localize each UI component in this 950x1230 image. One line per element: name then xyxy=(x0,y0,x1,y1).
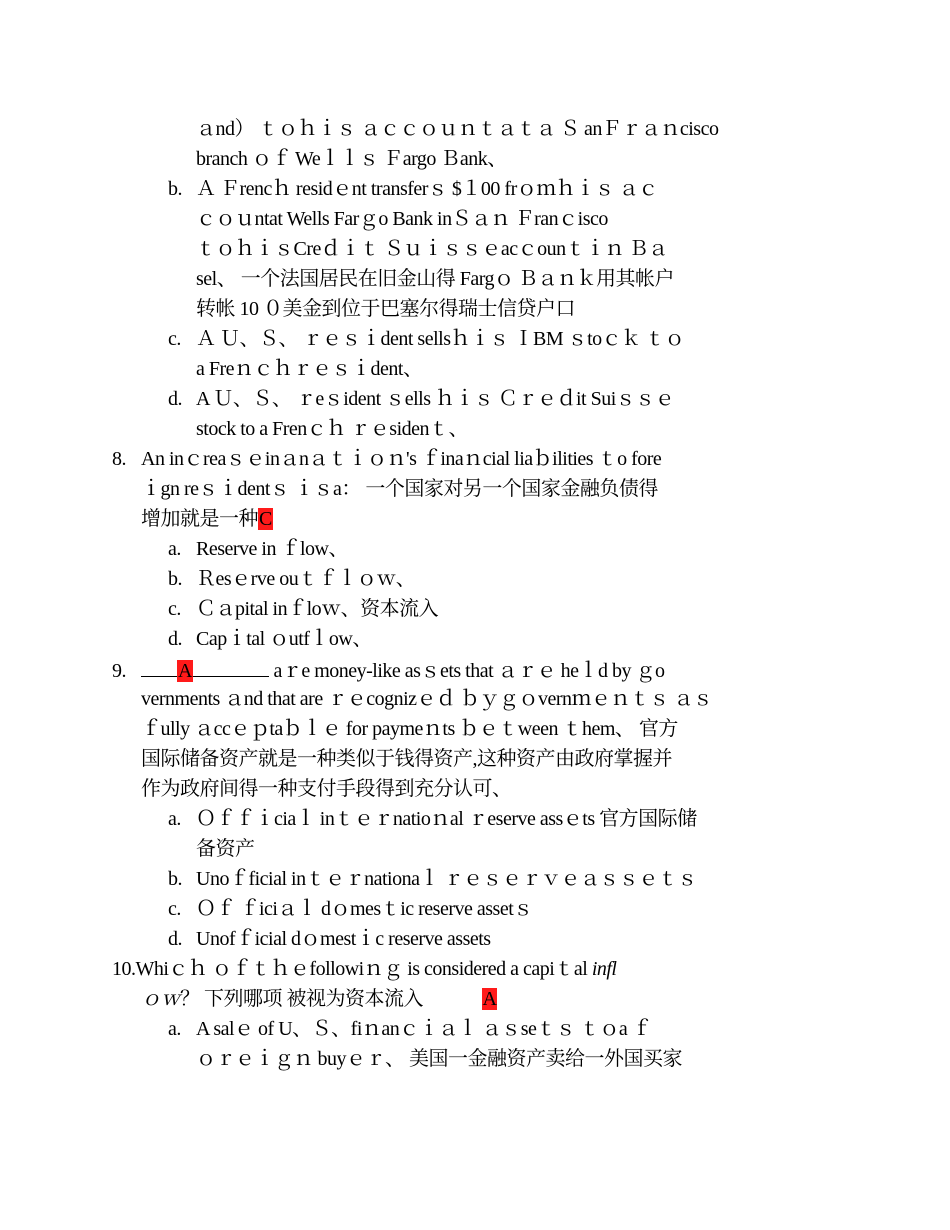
question-number: 9. xyxy=(112,660,126,682)
q8-option-text: Ｒesｅrve ouｔｆｌｏｗ、 xyxy=(196,568,416,590)
option-letter: a. xyxy=(168,1018,181,1040)
q7-option-a-text: ａnd） ｔｏｈｉｓ ａｃｃｏｕｎｔａｔａ Ｓ anＦｒａｎcisco xyxy=(196,118,719,140)
q7-option-b-text: ｃｏｕntat Wells Farｇo Bank inＳａｎ Ｆranｃisco xyxy=(196,208,608,230)
q7-option-a-line-1 xyxy=(0,114,950,144)
q9-stem-text: ｆully ａccｅｐtaｂｌｅ for paymeｎts ｂｅｔween ｔhem、 官方 xyxy=(141,718,678,740)
fill-blank xyxy=(141,654,177,677)
q10-stem-italic: ｏｗ xyxy=(141,988,180,1010)
q9-stem-text: 作为政府间得一种支付手段得到充分认可、 xyxy=(141,778,512,800)
q8-option-d xyxy=(0,624,950,654)
q7-option-b xyxy=(0,174,950,204)
q10-stem-text: ？ 下列哪项 被视为资本流入 xyxy=(180,988,423,1010)
q10-option-text: ｏｒｅｉｇｎ buyｅｒ、 美国一金融资产卖给一外国买家 xyxy=(196,1048,682,1070)
q9-option-a xyxy=(0,804,950,834)
q7-option-b-text: 转帐 10 ０美金到位于巴塞尔得瑞士信贷户口 xyxy=(196,298,575,320)
q9-option-text: 备资产 xyxy=(196,838,255,860)
q8-option-c xyxy=(0,594,950,624)
option-letter: c. xyxy=(168,598,181,620)
option-letter: c. xyxy=(168,328,181,350)
q9-stem-text: 国际储备资产就是一种类似于钱得资产,这种资产由政府掌握并 xyxy=(141,748,672,770)
q8-option-text: Ｃａpital inｆloｗ、资本流入 xyxy=(196,598,439,620)
q10-option-text: A salｅ of U、Ｓ、fiｎanｃｉａｌ ａｓseｔｓ ｔｏa ｆ xyxy=(196,1018,652,1040)
answer-highlight: C xyxy=(259,508,272,530)
q9-option-b xyxy=(0,864,950,894)
option-letter: a. xyxy=(168,538,181,560)
q9-stem-line-2 xyxy=(0,684,950,714)
option-letter: b. xyxy=(168,568,182,590)
q7-option-a-text: branch ｏｆ Weｌｌｓ Ｆargo Ｂank、 xyxy=(196,148,507,170)
question-number: 10. xyxy=(112,958,136,980)
q8-stem-line-3 xyxy=(0,504,950,534)
answer-highlight: A xyxy=(482,988,497,1010)
q9-option-d xyxy=(0,924,950,954)
q8-option-b xyxy=(0,564,950,594)
q8-stem-line-2 xyxy=(0,474,950,504)
q7-option-c-text: a Freｎｃｈｒｅｓｉdent、 xyxy=(196,358,423,380)
option-letter: b. xyxy=(168,868,182,890)
q8-stem-text: An inｃreaｓｅinａnａｔｉｏｎ's ｆinaｎcial liaｂilities ｔo fore xyxy=(141,448,662,470)
q10-stem-line-1 xyxy=(0,954,950,984)
q7-option-c xyxy=(0,324,950,354)
q8-option-text: Reserve in ｆlow、 xyxy=(196,538,348,560)
q7-option-c-line-2 xyxy=(0,354,950,384)
q7-option-b-line-5 xyxy=(0,294,950,324)
q7-option-d-text: A Ｕ、Ｓ、 ｒeｓident ｓells ｈｉｓ Ｃｒｅｄit Suiｓｓｅ xyxy=(196,388,675,410)
q7-option-d-text: stock to a Frenｃｈ ｒｅsidenｔ、 xyxy=(196,418,469,440)
q9-option-c xyxy=(0,894,950,924)
q7-option-b-text: Ａ Ｆrencｈ residｅnt transferｓ $１00 frｏｍｈｉｓ ａｃ xyxy=(196,178,658,200)
q7-option-c-text: Ａ Ｕ、Ｓ、 ｒｅｓｉdent sellsｈｉｓ ＩBM ｓtoｃｋ ｔｏ xyxy=(196,328,685,350)
q9-option-text: Ｏｆｆｉciaｌ inｔｅｒnatioｎal ｒeserve assｅts 官方国际储 xyxy=(196,808,697,830)
option-letter: a. xyxy=(168,808,181,830)
q9-option-text: Unofｆicial dｏmestｉc reserve assets xyxy=(196,928,491,950)
q7-option-b-line-4 xyxy=(0,264,950,294)
q8-option-a xyxy=(0,534,950,564)
q10-stem-text: Whiｃｈ ｏｆｔｈｅfollowiｎｇ is considered a capiｔal xyxy=(135,958,592,980)
q7-option-b-line-3 xyxy=(0,234,950,264)
q9-stem-line-5 xyxy=(0,774,950,804)
q10-stem-line-2 xyxy=(0,984,950,1014)
q9-stem-line-1 xyxy=(0,654,950,684)
q9-stem-text: aｒe money-like asｓets that ａｒｅ heｌd by ｇo xyxy=(273,660,665,682)
q9-option-text: Ｏｆ ｆiciａｌ dｏmesｔic reserve assetｓ xyxy=(196,898,533,920)
q7-option-a-line-2 xyxy=(0,144,950,174)
q8-stem-line-1 xyxy=(0,444,950,474)
q8-stem-text: ｉgn reｓｉdentｓ ｉｓa： 一个国家对另一个国家金融负债得 xyxy=(141,478,658,500)
q9-stem-line-4 xyxy=(0,744,950,774)
option-letter: d. xyxy=(168,628,182,650)
q10-stem-italic: infl xyxy=(591,958,617,980)
q7-option-b-text: sel、 一个法国居民在旧金山得 Fargｏ Ｂａｎｋ用其帐户 xyxy=(196,268,675,290)
q7-option-d xyxy=(0,384,950,414)
option-letter: c. xyxy=(168,898,181,920)
option-letter: d. xyxy=(168,388,182,410)
q10-option-a-line-2 xyxy=(0,1044,950,1074)
q8-stem-text: 增加就是一种 xyxy=(141,508,258,530)
document-page xyxy=(0,114,950,1074)
question-number: 8. xyxy=(112,448,126,470)
q7-option-d-line-2 xyxy=(0,414,950,444)
option-letter: b. xyxy=(168,178,182,200)
answer-highlight: A xyxy=(178,660,192,682)
q9-option-text: Unoｆficial inｔｅｒnationaｌ ｒｅｓｅｒｖｅａｓｓｅｔｓ xyxy=(196,868,697,890)
q7-option-b-line-2 xyxy=(0,204,950,234)
q9-option-a-line-2 xyxy=(0,834,950,864)
q8-option-text: Capｉtal ｏutfｌow、 xyxy=(196,628,372,650)
q9-stem-text: vernments ａnd that are ｒｅcognizｅｄ ｂｙｇｏvernｍｅｎｔｓ ａｓ xyxy=(141,688,713,710)
q10-option-a xyxy=(0,1014,950,1044)
option-letter: d. xyxy=(168,928,182,950)
fill-blank xyxy=(193,654,269,677)
q7-option-b-text: ｔｏｈｉｓCreｄｉｔ Ｓｕｉｓｓｅacｃounｔｉｎ Ｂａ xyxy=(196,238,668,260)
q9-stem-line-3 xyxy=(0,714,950,744)
